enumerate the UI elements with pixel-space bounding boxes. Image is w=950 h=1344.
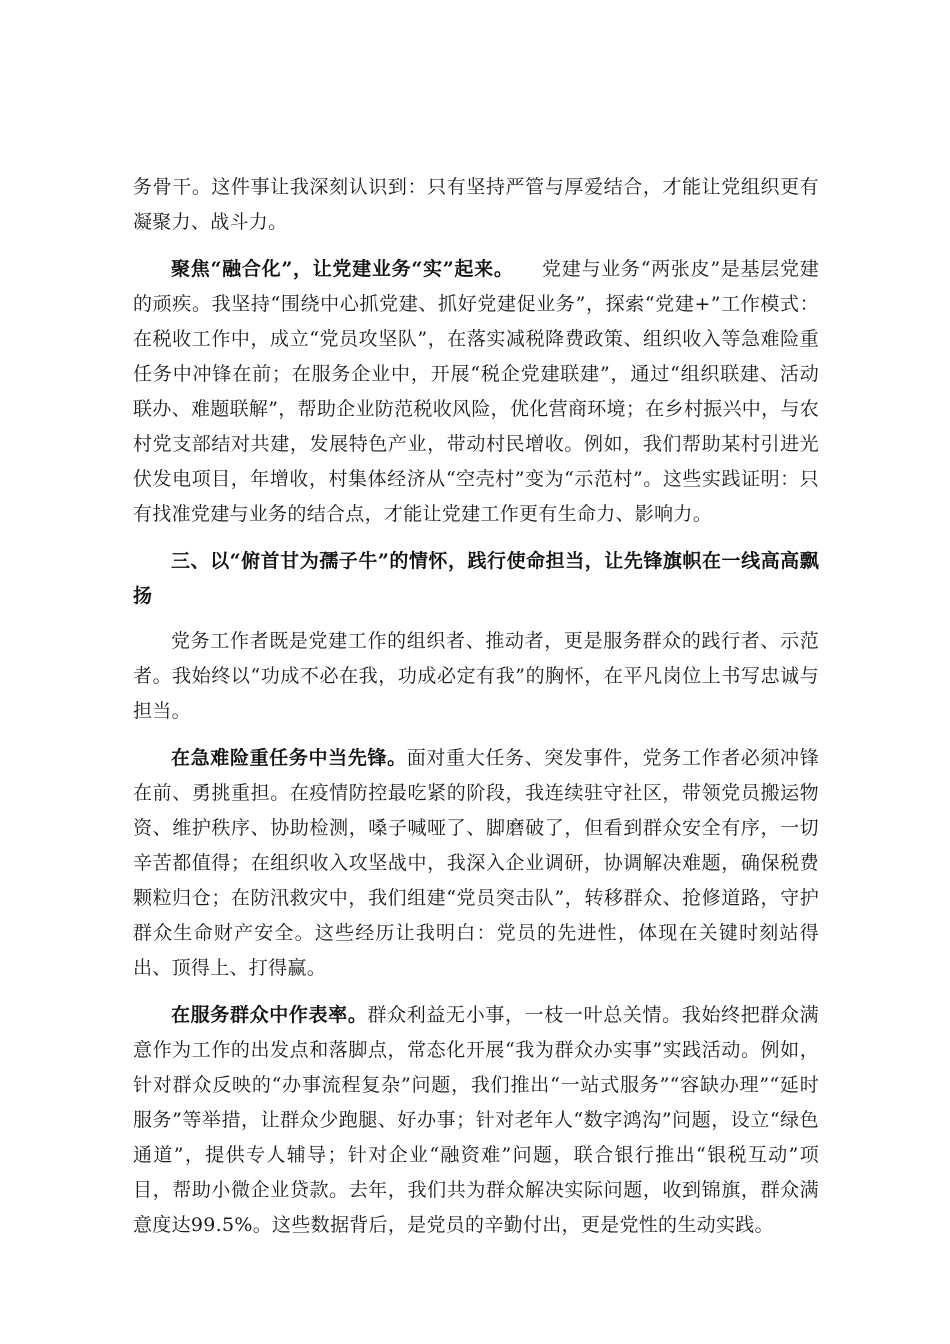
paragraph-service: [133, 998, 819, 1243]
paragraph-text: 党务工作者既是党建工作的组织者、推动者，更是服务群众的践行者、示范者。我始终以“功成不必在我，功成必定有我”的胸怀，在平凡岗位上书写忠诚与担当。: [133, 630, 819, 722]
section-heading: 三、以“俯首甘为孺子牛”的情怀，践行使命担当，让先锋旗帜在一线高高飘扬: [133, 550, 819, 607]
paragraph-intro: [133, 624, 819, 729]
document-page: [133, 170, 819, 1255]
paragraph-text: 面对重大任务、突发事件，党务工作者必须冲锋在前、勇挑重担。在疫情防控最吃紧的阶段，我连续驻守社区，带领党员搬运物资、维护秩序、协助检测，嗓子喊哑了、脚磨破了，但看到群众安全有序，一切辛苦都值得；在组织收入攻坚战中，我深入企业调研，协调解决难题，确保税费颗粒归仓；在防汛救灾中，我们组建“党员突击队”，转移群众、抢修道路，守护群众生命财产安全。这些经历让我明白：党员的先进性，体现在关键时刻站得出、顶得上、打得赢。: [133, 747, 819, 979]
paragraph-vanguard: [133, 741, 819, 986]
paragraph-continuation: [133, 170, 819, 240]
paragraph-text: 群众利益无小事，一枝一叶总关情。我始终把群众满意作为工作的出发点和落脚点，常态化开展“我为群众办实事”实践活动。例如，针对群众反映的“办事流程复杂”问题，我们推出“一站式服务”“容缺办理”“延时服务”等举措，让群众少跑腿、好办事；针对老年人“数字鸿沟”问题，设立“绿色通道”，提供专人辅导；针对企业“融资难”问题，联合银行推出“银税互动”项目，帮助小微企业贷款。去年，我们共为群众解决实际问题，收到锦旗，群众满意度达99.5%。这些数据背后，是党员的辛勤付出，更是党性的生动实践。: [133, 1004, 819, 1236]
paragraph-integration: [133, 252, 819, 532]
paragraph-lead: 在服务群众中作表率。: [171, 1004, 368, 1026]
paragraph-text: 党建与业务“两张皮”是基层党建的顽疾。我坚持“围绕中心抓党建、抓好党建促业务”，探索“党建+”工作模式：在税收工作中，成立“党员攻坚队”，在落实减税降费政策、组织收入等急难险重任务中冲锋在前；在服务企业中，开展“税企党建联建”，通过“组织联建、活动联办、难题联解”，帮助企业防范税收风险，优化营商环境；在乡村振兴中，与农村党支部结对共建，发展特色产业，带动村民增收。例如，我们帮助某村引进光伏发电项目，年增收，村集体经济从“空壳村”变为“示范村”。这些实践证明：只有找准党建与业务的结合点，才能让党建工作更有生命力、影响力。: [133, 258, 819, 525]
paragraph-text: 务骨干。这件事让我深刻认识到：只有坚持严管与厚爱结合，才能让党组织更有凝聚力、战斗力。: [133, 176, 819, 233]
paragraph-lead: 聚焦“融合化”，让党建业务“实”起来。: [171, 258, 514, 280]
paragraph-lead: 在急难险重任务中当先锋。: [171, 747, 407, 769]
